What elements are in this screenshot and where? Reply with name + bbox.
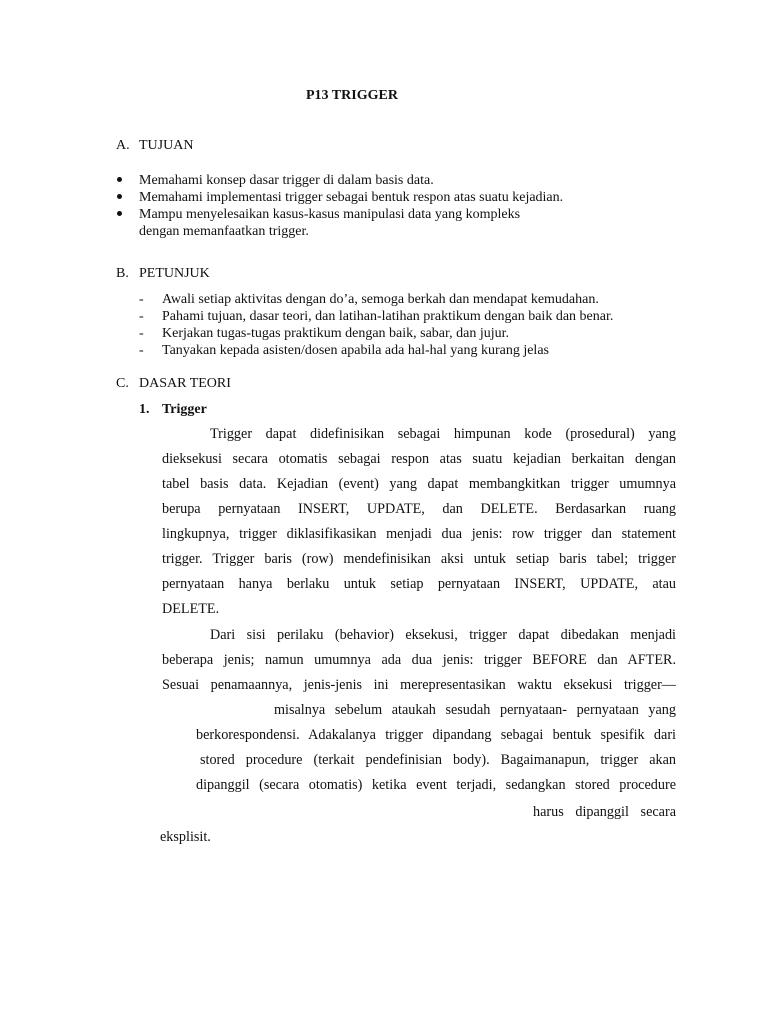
subsection-title: Trigger [162, 402, 207, 417]
body-line: stored procedure (terkait pendefinisian body). Bagaimanapun, trigger akan [200, 752, 676, 768]
section-b-heading: PETUNJUK [139, 266, 210, 281]
section-b-marker: B. [116, 266, 129, 281]
section-a-marker: A. [116, 138, 130, 153]
body-line: pernyataan hanya berlaku untuk setiap pernyataan INSERT, UPDATE, atau [162, 576, 676, 592]
section-c-marker: C. [116, 376, 129, 391]
body-line: Sesuai penamaannya, jenis-jenis ini merepresentasikan waktu eksekusi trigger— [162, 677, 676, 693]
list-item: Kerjakan tugas-tugas praktikum dengan baik, sabar, dan jujur. [162, 326, 510, 341]
body-line: DELETE. [162, 601, 220, 617]
section-a-heading: TUJUAN [139, 138, 194, 153]
body-line: harus dipanggil secara [533, 804, 676, 820]
body-line: berkorespondensi. Adakalanya trigger dipandang sebagai bentuk spesifik dari [196, 727, 676, 743]
body-line: dieksekusi secara otomatis sebagai respon atas suatu kejadian berkaitan dengan [162, 451, 676, 467]
body-line: misalnya sebelum ataukah sesudah pernyataan- pernyataan yang [274, 702, 676, 718]
body-line: tabel basis data. Kejadian (event) yang dapat membangkitkan trigger umumnya [162, 476, 676, 492]
list-item: Memahami konsep dasar trigger di dalam basis data. [139, 173, 434, 188]
list-item: Tanyakan kepada asisten/dosen apabila ada hal-hal yang kurang jelas [162, 343, 549, 358]
bullet-icon [117, 177, 122, 182]
body-line: eksplisit. [160, 829, 211, 845]
body-line: Trigger dapat didefinisikan sebagai himpunan kode (prosedural) yang [210, 426, 676, 442]
list-item: Awali setiap aktivitas dengan do’a, semoga berkah dan mendapat kemudahan. [162, 292, 599, 307]
body-line: Dari sisi perilaku (behavior) eksekusi, trigger dapat dibedakan menjadi [210, 627, 676, 643]
body-line: berupa pernyataan INSERT, UPDATE, dan DELETE. Berdasarkan ruang [162, 501, 676, 517]
dash-marker: - [139, 326, 144, 341]
list-item: Pahami tujuan, dasar teori, dan latihan-latihan praktikum dengan baik dan benar. [162, 309, 614, 324]
dash-marker: - [139, 343, 144, 358]
body-line: lingkupnya, trigger diklasifikasikan menjadi dua jenis: row trigger dan statement [162, 526, 676, 542]
subsection-number: 1. [139, 402, 150, 417]
page-title: P13 TRIGGER [306, 88, 398, 103]
list-item-continuation: dengan memanfaatkan trigger. [139, 224, 309, 239]
body-line: beberapa jenis; namun umumnya ada dua jenis: trigger BEFORE dan AFTER. [162, 652, 676, 668]
list-item: Mampu menyelesaikan kasus-kasus manipulasi data yang kompleks [139, 207, 521, 222]
body-line: dipanggil (secara otomatis) ketika event terjadi, sedangkan stored procedure [196, 777, 676, 793]
bullet-icon [117, 194, 122, 199]
list-item: Memahami implementasi trigger sebagai bentuk respon atas suatu kejadian. [139, 190, 564, 205]
section-c-heading: DASAR TEORI [139, 376, 231, 391]
bullet-icon [117, 211, 122, 216]
dash-marker: - [139, 292, 144, 307]
dash-marker: - [139, 309, 144, 324]
body-line: trigger. Trigger baris (row) mendefinisikan aksi untuk setiap baris tabel; trigger [162, 551, 676, 567]
